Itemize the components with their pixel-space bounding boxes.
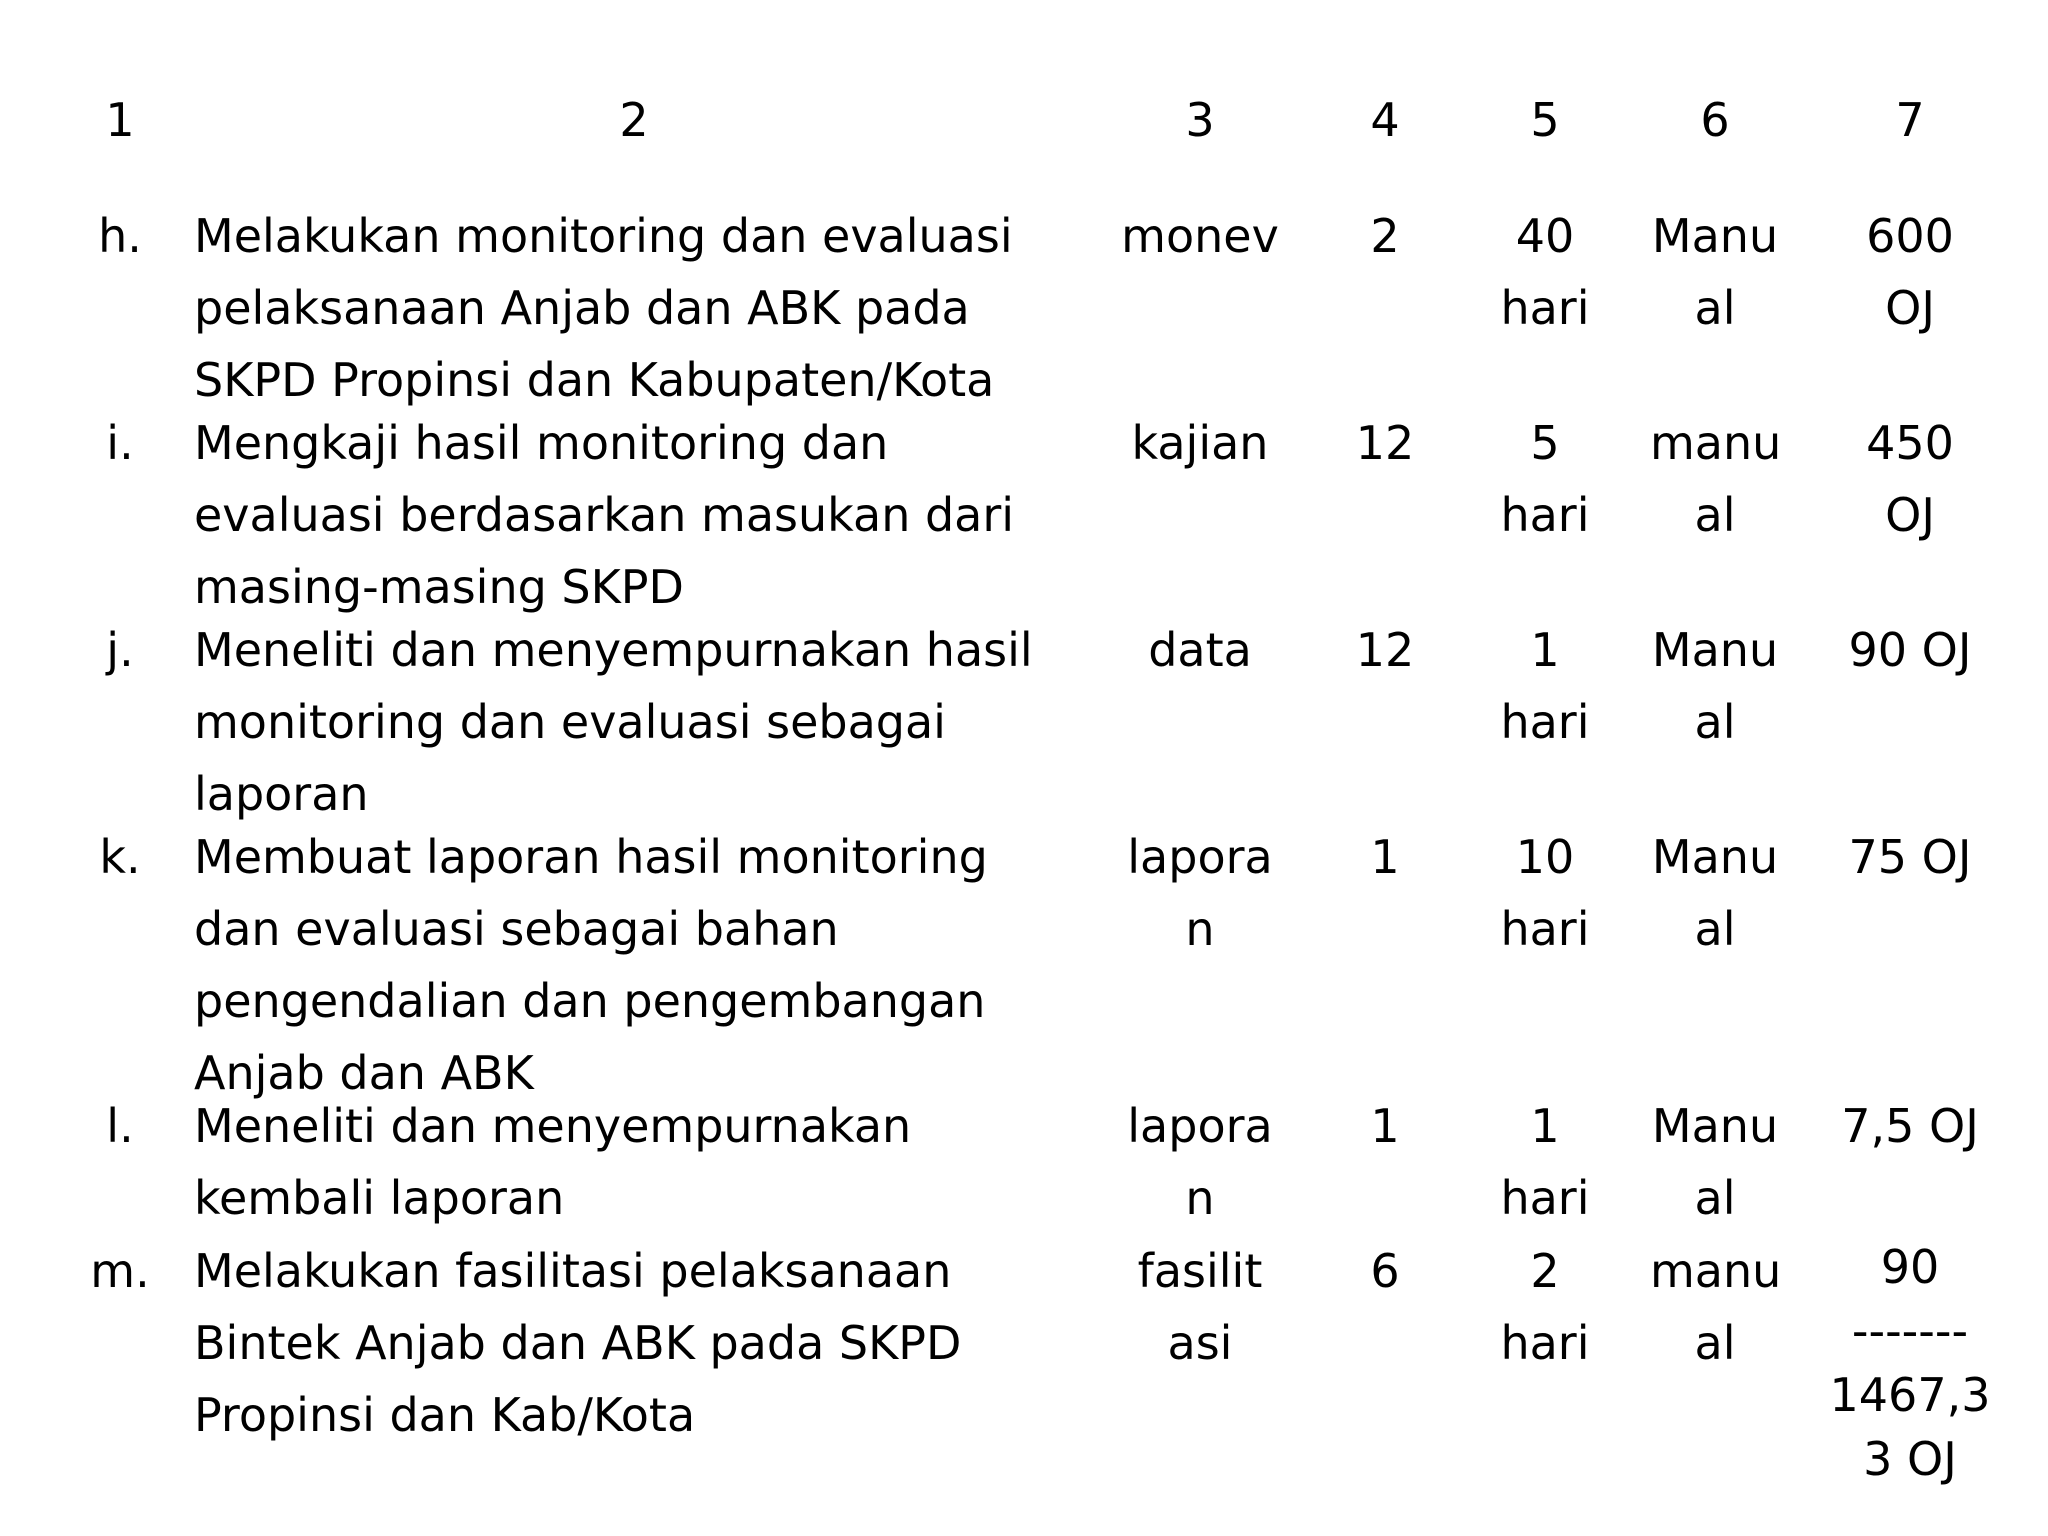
volume: 1 xyxy=(1370,1099,1400,1153)
header-col-7: 7 xyxy=(1895,93,1925,147)
header-col-4: 4 xyxy=(1370,93,1400,147)
row-number: j. xyxy=(106,623,134,677)
workload: 90 OJ xyxy=(1848,623,1972,677)
method: manu al xyxy=(1650,1244,1782,1370)
row-number: k. xyxy=(99,830,141,884)
task-description: Membuat laporan hasil monitoring dan evaluasi sebagai bahan pengendalian dan pengembangan Anjab dan ABK xyxy=(194,830,988,1100)
method: Manu al xyxy=(1651,1099,1779,1225)
workload: 7,5 OJ xyxy=(1841,1099,1979,1153)
volume: 1 xyxy=(1370,830,1400,884)
row-number: h. xyxy=(98,209,142,263)
header-col-2: 2 xyxy=(619,93,649,147)
workload-with-total: 90 ------- 1467,3 3 OJ xyxy=(1829,1240,1991,1486)
method: Manu al xyxy=(1651,830,1779,956)
task-description: Meneliti dan menyempurnakan hasil monitoring dan evaluasi sebagai laporan xyxy=(194,623,1033,821)
header-col-1: 1 xyxy=(105,93,135,147)
volume: 12 xyxy=(1355,416,1415,470)
output-unit: monev xyxy=(1121,209,1279,263)
workload: 450 OJ xyxy=(1866,416,1954,542)
task-description: Melakukan monitoring dan evaluasi pelaksanaan Anjab dan ABK pada SKPD Propinsi dan Kabupaten/Kota xyxy=(194,209,1013,407)
workload: 600 OJ xyxy=(1866,209,1954,335)
volume: 2 xyxy=(1370,209,1400,263)
workload: 75 OJ xyxy=(1848,830,1972,884)
header-col-6: 6 xyxy=(1700,93,1730,147)
task-description: Meneliti dan menyempurnakan kembali laporan xyxy=(194,1099,912,1225)
time-required: 1 hari xyxy=(1500,623,1590,749)
time-required: 2 hari xyxy=(1500,1244,1590,1370)
time-required: 10 hari xyxy=(1500,830,1590,956)
time-required: 40 hari xyxy=(1500,209,1590,335)
method: Manu al xyxy=(1651,623,1779,749)
row-number: l. xyxy=(106,1099,134,1153)
output-unit: lapora n xyxy=(1127,830,1273,956)
row-number: m. xyxy=(90,1244,150,1298)
output-unit: data xyxy=(1148,623,1252,677)
task-description: Melakukan fasilitasi pelaksanaan Bintek Anjab dan ABK pada SKPD Propinsi dan Kab/Kota xyxy=(194,1244,962,1442)
header-col-3: 3 xyxy=(1185,93,1215,147)
volume: 6 xyxy=(1370,1244,1400,1298)
method: manu al xyxy=(1650,416,1782,542)
output-unit: kajian xyxy=(1131,416,1269,470)
volume: 12 xyxy=(1355,623,1415,677)
column-number-header xyxy=(0,80,2048,160)
time-required: 5 hari xyxy=(1500,416,1590,542)
row-number: i. xyxy=(106,416,134,470)
method: Manu al xyxy=(1651,209,1779,335)
header-col-5: 5 xyxy=(1530,93,1560,147)
output-unit: fasilit asi xyxy=(1137,1244,1263,1370)
task-description: Mengkaji hasil monitoring dan evaluasi berdasarkan masukan dari masing-masing SKPD xyxy=(194,416,1015,614)
time-required: 1 hari xyxy=(1500,1099,1590,1225)
output-unit: lapora n xyxy=(1127,1099,1273,1225)
